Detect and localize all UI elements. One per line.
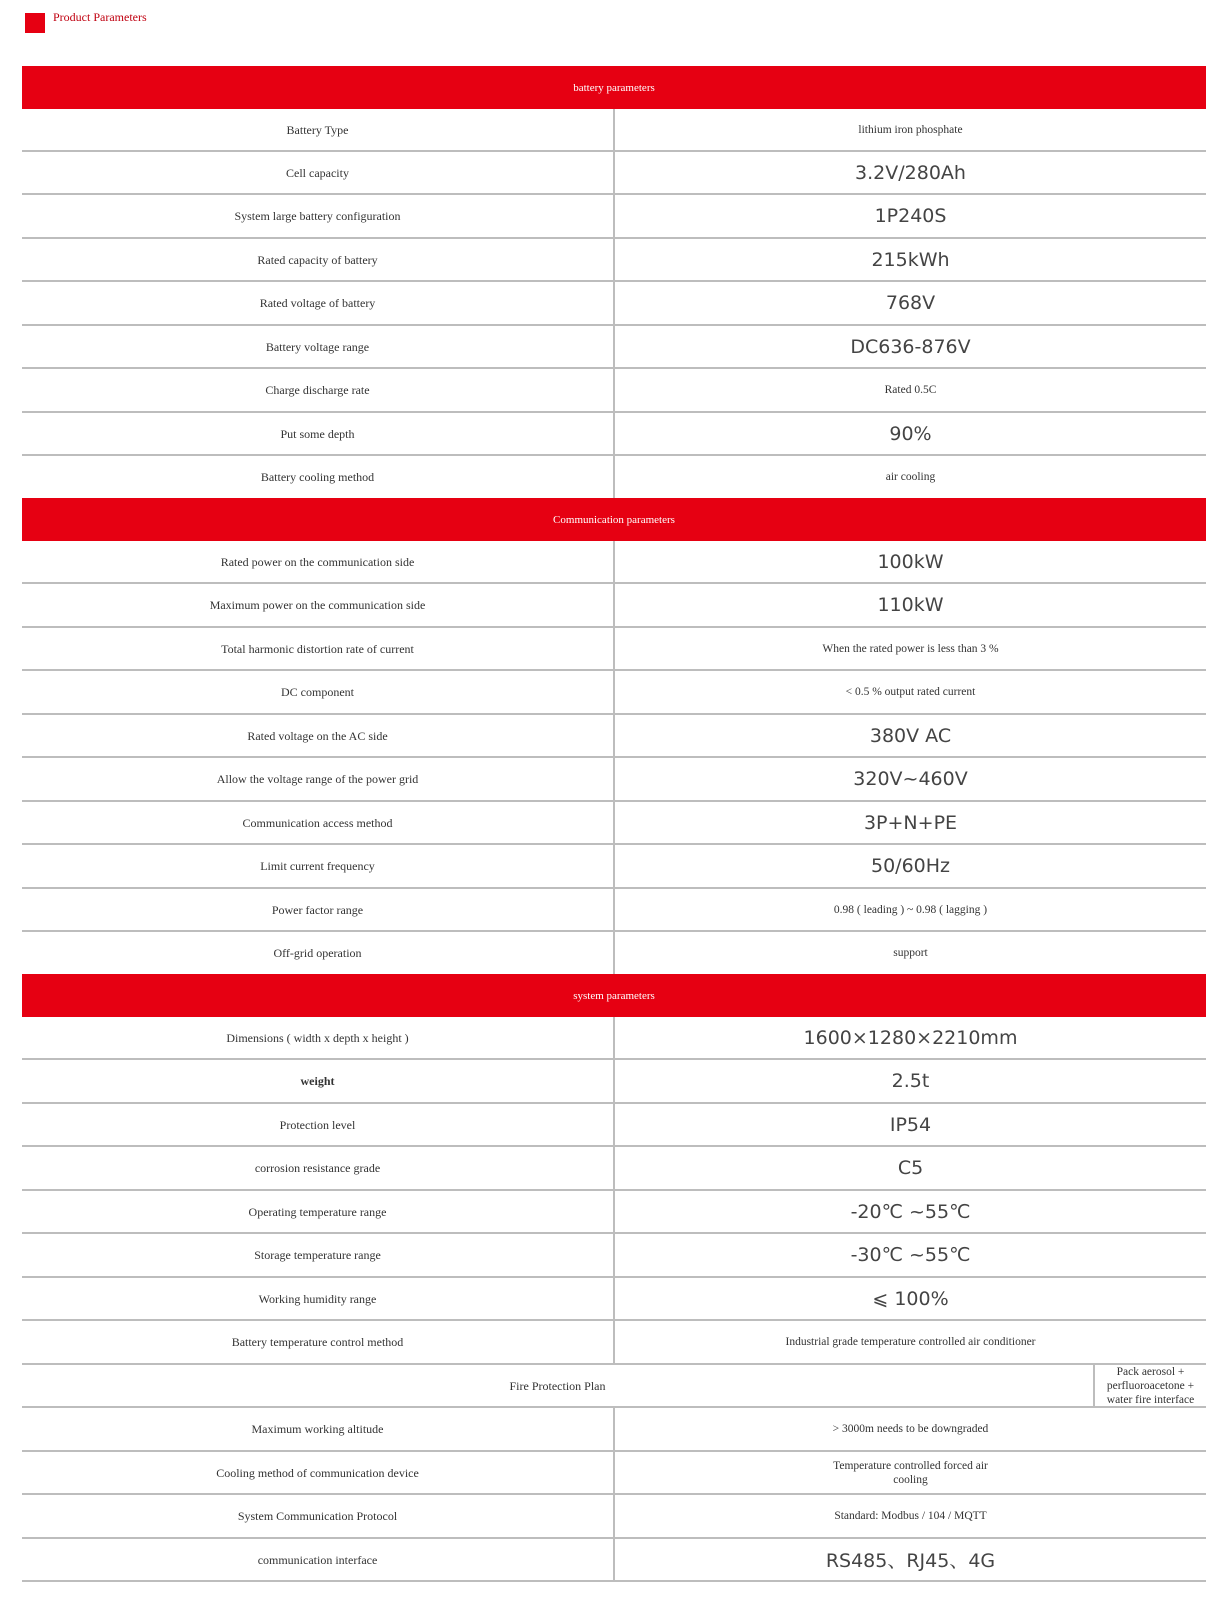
table-row	[22, 109, 1206, 152]
row-value: 90%	[889, 422, 932, 445]
row-label: System Communication Protocol	[22, 1495, 615, 1537]
row-value: > 3000m needs to be downgraded	[832, 1423, 989, 1435]
row-label: Charge discharge rate	[22, 369, 615, 411]
row-value: < 0.5 % output rated current	[845, 686, 976, 698]
table-row	[22, 282, 1206, 326]
table-row	[22, 195, 1206, 239]
row-label: Battery voltage range	[22, 326, 615, 367]
table-row	[22, 889, 1206, 932]
row-label: communication interface	[22, 1539, 615, 1580]
table-row	[22, 413, 1206, 456]
table-row	[22, 1060, 1206, 1104]
table-row	[22, 1017, 1206, 1060]
row-label: weight	[22, 1060, 615, 1102]
row-label: DC component	[22, 671, 615, 713]
row-value: Pack aerosol + perfluoroacetone + water fire interface	[1106, 1365, 1195, 1406]
row-value: ⩽ 100%	[872, 1287, 949, 1310]
row-label: Maximum power on the communication side	[22, 584, 615, 626]
row-value: 1P240S	[874, 205, 947, 227]
row-label: Off-grid operation	[22, 932, 615, 974]
table-row	[22, 1365, 1206, 1408]
row-label: Cooling method of communication device	[22, 1452, 615, 1493]
table-row	[22, 1321, 1206, 1365]
section-header-battery: battery parameters	[22, 66, 1206, 109]
row-label: Power factor range	[22, 889, 615, 930]
row-value: 215kWh	[871, 248, 950, 271]
row-value: C5	[897, 1157, 924, 1179]
row-value: Rated 0.5C	[884, 384, 937, 396]
row-value: Temperature controlled forced air cooling	[833, 1459, 988, 1486]
row-value: Standard: Modbus / 104 / MQTT	[834, 1510, 987, 1522]
table-row	[22, 152, 1206, 195]
row-value: 3.2V/280Ah	[855, 161, 966, 184]
row-value: 0.98 ( leading ) ~ 0.98 ( lagging )	[833, 903, 988, 916]
row-label: corrosion resistance grade	[22, 1147, 615, 1189]
row-label: Put some depth	[22, 413, 615, 454]
table-row	[22, 1234, 1206, 1278]
row-label: Battery temperature control method	[22, 1321, 615, 1363]
row-value: -30℃ ~55℃	[850, 1244, 971, 1266]
row-label: Rated voltage of battery	[22, 282, 615, 324]
table-row	[22, 1278, 1206, 1321]
row-value: 50/60Hz	[870, 855, 950, 877]
row-value: When the rated power is less than 3 %	[822, 642, 999, 655]
table-row	[22, 1539, 1206, 1582]
table-row	[22, 758, 1206, 802]
row-value: Industrial grade temperature controlled air conditioner	[785, 1336, 1036, 1348]
row-label: Operating temperature range	[22, 1191, 615, 1232]
row-value: 380V AC	[869, 724, 952, 747]
table-row	[22, 456, 1206, 498]
table-row	[22, 1495, 1206, 1539]
table-row	[22, 1408, 1206, 1452]
spec-table	[22, 66, 1206, 1582]
row-label: System large battery configuration	[22, 195, 615, 237]
page-title	[25, 10, 147, 34]
table-row	[22, 239, 1206, 282]
page-title-text: Product Parameters	[53, 10, 147, 24]
table-row	[22, 845, 1206, 889]
section-header-communication: Communication parameters	[22, 498, 1206, 541]
row-label: Limit current frequency	[22, 845, 615, 887]
table-row	[22, 369, 1206, 413]
row-label: Storage temperature range	[22, 1234, 615, 1276]
row-label: Maximum working altitude	[22, 1408, 615, 1450]
row-label: Working humidity range	[22, 1278, 615, 1319]
table-row	[22, 326, 1206, 369]
table-row	[22, 584, 1206, 628]
row-value: 100kW	[877, 550, 944, 573]
row-label: Rated voltage on the AC side	[22, 715, 615, 756]
row-label: Rated capacity of battery	[22, 239, 615, 280]
row-value: 2.5t	[891, 1070, 930, 1092]
table-row	[22, 1191, 1206, 1234]
row-label: Protection level	[22, 1104, 615, 1145]
row-label: Total harmonic distortion rate of current	[22, 628, 615, 669]
table-row	[22, 802, 1206, 845]
row-label: Allow the voltage range of the power grid	[22, 758, 615, 800]
table-row	[22, 1452, 1206, 1495]
table-row	[22, 1147, 1206, 1191]
table-row	[22, 932, 1206, 974]
row-value: 3P+N+PE	[863, 811, 958, 834]
row-value: 110kW	[877, 594, 944, 616]
row-value: lithium iron phosphate	[858, 123, 963, 136]
table-row	[22, 541, 1206, 584]
row-value: 768V	[885, 292, 936, 314]
table-row	[22, 715, 1206, 758]
row-value: 320V~460V	[853, 768, 968, 790]
row-label: Cell capacity	[22, 152, 615, 193]
table-row	[22, 671, 1206, 715]
title-marker	[25, 13, 45, 33]
row-label: Dimensions ( width x depth x height )	[22, 1017, 615, 1058]
row-value: DC636-876V	[850, 335, 971, 358]
row-value: RS485、RJ45、4G	[825, 1550, 996, 1572]
row-label: Fire Protection Plan	[22, 1365, 1095, 1406]
row-value: 1600×1280×2210mm	[803, 1026, 1018, 1049]
row-label: Rated power on the communication side	[22, 541, 615, 582]
table-row	[22, 1104, 1206, 1147]
row-value: -20℃ ~55℃	[850, 1200, 971, 1223]
row-label: Battery Type	[22, 109, 615, 150]
row-label: Battery cooling method	[22, 456, 615, 498]
row-value: air cooling	[885, 471, 936, 483]
row-value: support	[893, 947, 928, 959]
row-label: Communication access method	[22, 802, 615, 843]
table-row	[22, 628, 1206, 671]
row-value: IP54	[889, 1113, 932, 1136]
section-header-system: system parameters	[22, 974, 1206, 1017]
